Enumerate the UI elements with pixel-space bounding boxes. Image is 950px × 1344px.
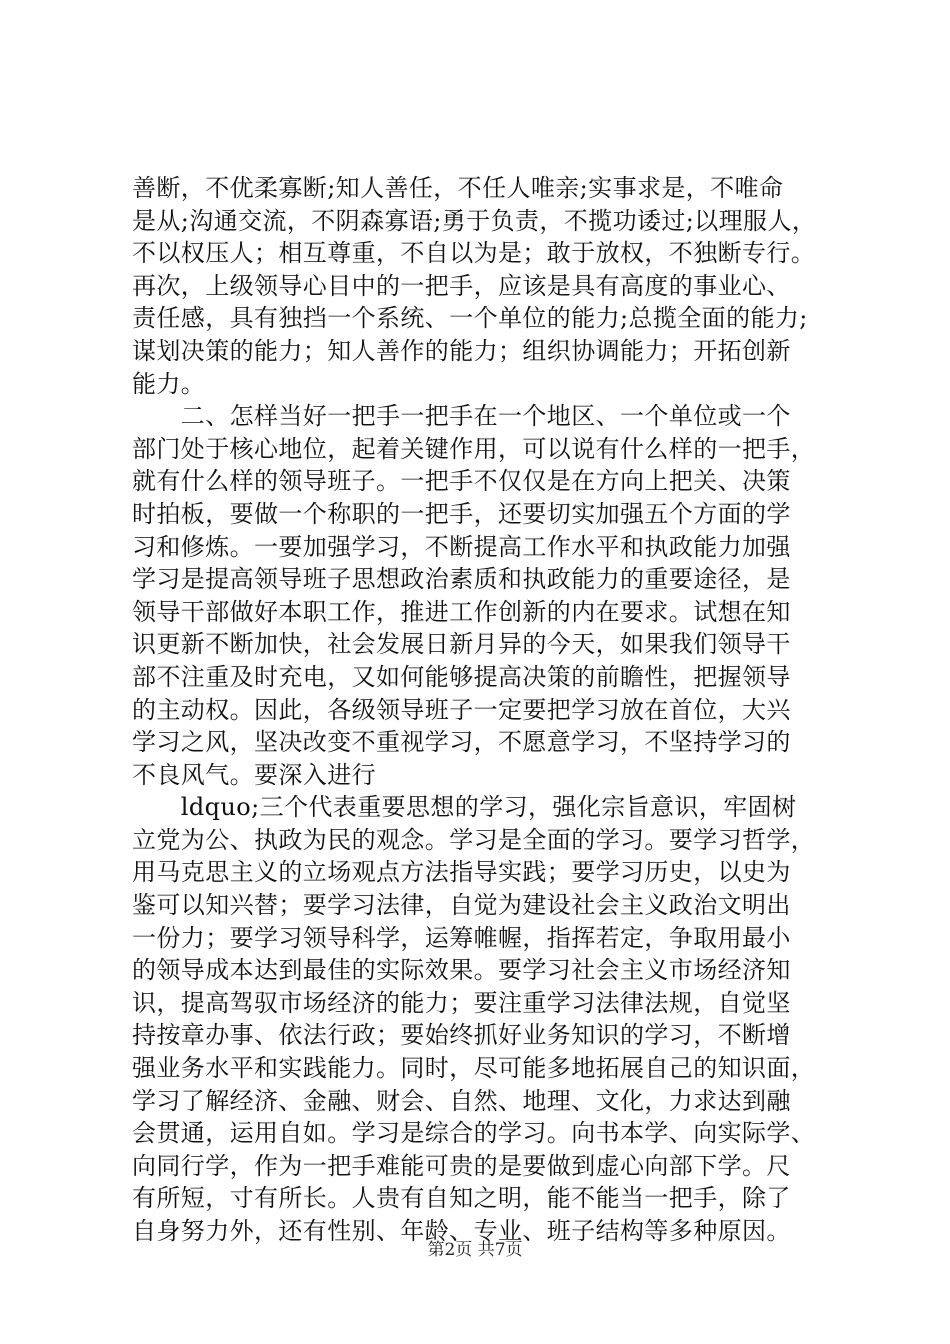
text-line: 学习了解经济、金融、财会、自然、地理、文化，力求达到融 <box>132 1086 791 1115</box>
text-line: 能力。 <box>132 369 206 398</box>
text-line: 立党为公、执政为民的观念。学习是全面的学习。要学习哲学， <box>132 825 816 854</box>
text-line: 的领导成本达到最佳的实际效果。要学习社会主义市场经济知 <box>132 956 791 985</box>
text-line: 再次，上级领导心目中的一把手，应该是具有高度的事业心、 <box>132 271 791 300</box>
text-line: 二、怎样当好一把手一把手在一个地区、一个单位或一个 <box>132 402 791 431</box>
page-number-footer: 第2页 共7页 <box>427 1240 523 1260</box>
text-line: 不以权压人；相互尊重，不自以为是；敢于放权，不独断专行。 <box>132 239 816 268</box>
text-line: 向同行学，作为一把手难能可贵的是要做到虚心向部下学。尺 <box>132 1151 791 1180</box>
text-line: 部不注重及时充电，又如何能够提高决策的前瞻性，把握领导 <box>132 662 791 691</box>
text-line: 学习之风，坚决改变不重视学习，不愿意学习，不坚持学习的 <box>132 728 791 757</box>
text-line: 一份力；要学习领导科学，运筹帷幄，指挥若定，争取用最小 <box>132 923 791 952</box>
text-line: 识更新不断加快，社会发展日新月异的今天，如果我们领导干 <box>132 630 791 659</box>
text-line: 用马克思主义的立场观点方法指导实践；要学习历史，以史为 <box>132 858 791 887</box>
text-line: 谋划决策的能力；知人善作的能力；组织协调能力；开拓创新 <box>132 336 791 365</box>
text-line: 持按章办事、依法行政；要始终抓好业务知识的学习，不断增 <box>132 1021 791 1050</box>
text-line: 领导干部做好本职工作，推进工作创新的内在要求。试想在知 <box>132 597 791 626</box>
text-line: 不良风气。要深入进行 <box>132 760 376 789</box>
text-line: 习和修炼。一要加强学习，不断提高工作水平和执政能力加强 <box>132 532 791 561</box>
text-line: 责任感，具有独挡一个系统、一个单位的能力;总揽全面的能力; <box>132 304 808 333</box>
text-line: 就有什么样的领导班子。一把手不仅仅是在方向上把关、决策 <box>132 467 791 496</box>
text-line: 有所短，寸有所长。人贵有自知之明，能不能当一把手，除了 <box>132 1184 791 1213</box>
text-line: 自身努力外，还有性别、年龄、专业、班子结构等多种原因。 <box>132 1217 791 1245</box>
text-line: 部门处于核心地位，起着关键作用，可以说有什么样的一把手， <box>132 434 816 463</box>
text-line: 是从;沟通交流，不阴森寡语;勇于负责，不揽功诿过;以理服人， <box>132 206 817 235</box>
text-line: 会贯通，运用自如。学习是综合的学习。向书本学、向实际学、 <box>132 1119 816 1148</box>
text-line: 善断，不优柔寡断;知人善任，不任人唯亲;实事求是，不唯命 <box>132 174 784 202</box>
body-text <box>132 172 844 1248</box>
text-line: 鉴可以知兴替；要学习法律，自觉为建设社会主义政治文明出 <box>132 891 791 920</box>
text-line: 强业务水平和实践能力。同时，尽可能多地拓展自己的知识面， <box>132 1054 816 1083</box>
text-line: 时拍板，要做一个称职的一把手，还要切实加强五个方面的学 <box>132 499 791 528</box>
text-line: 的主动权。因此，各级领导班子一定要把学习放在首位，大兴 <box>132 695 791 724</box>
text-line: 识，提高驾驭市场经济的能力；要注重学习法律法规，自觉坚 <box>132 988 791 1017</box>
text-line: 学习是提高领导班子思想政治素质和执政能力的重要途径，是 <box>132 565 791 594</box>
text-line: ldquo;三个代表重要思想的学习，强化宗旨意识，牢固树 <box>132 793 797 822</box>
